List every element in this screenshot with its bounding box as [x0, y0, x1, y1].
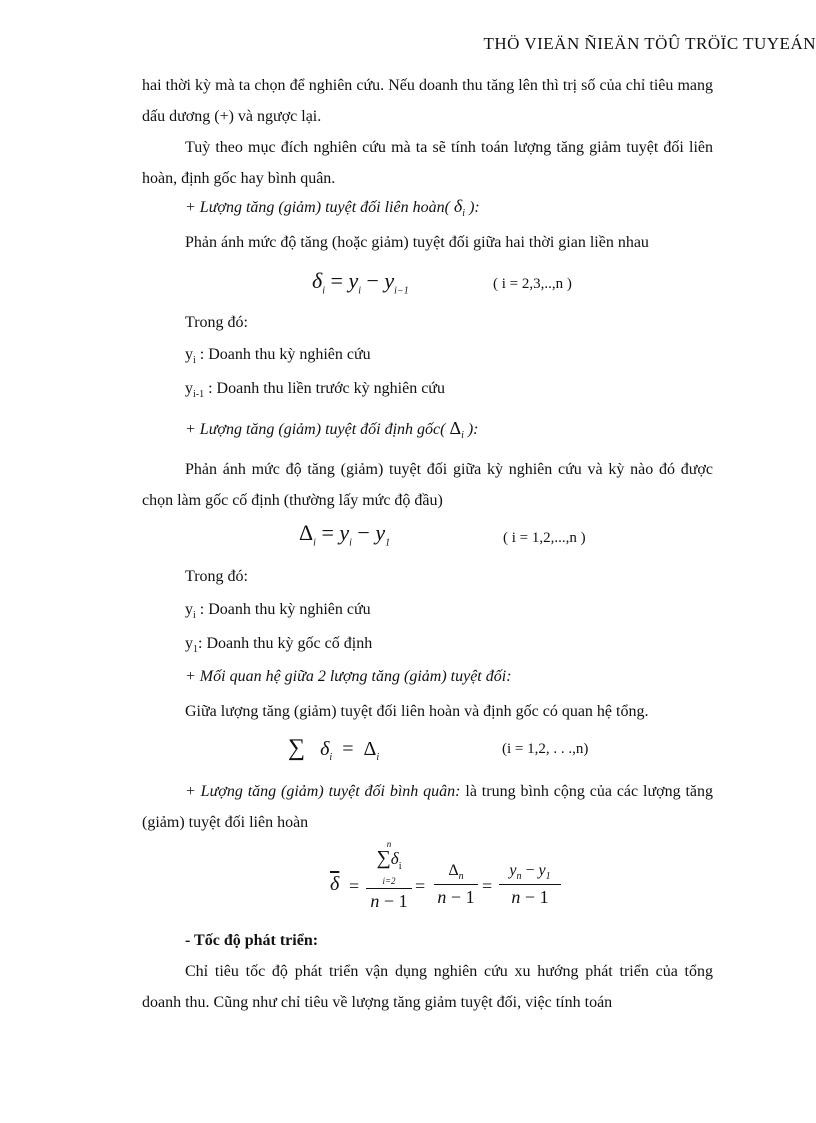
page-header: THÖ VIEÄN ÑIEÄN TÖÛ TRÖÏC TUYEÁN: [483, 34, 816, 53]
fraction-delta-n: $\Delta_n$ n − 1: [434, 862, 478, 908]
where-label-2: Trong đó:: [185, 568, 248, 585]
equation-fixed-base: $\Delta_i = y_i - y_1$: [299, 520, 391, 549]
bullet-fixed-base: + Lượng tăng (giảm) tuyệt đối định gốc( $\Delta_i$ ):: [185, 418, 479, 442]
section-heading: - Tốc độ phát triển:: [185, 932, 319, 949]
paragraph-intro: hai thời kỳ mà ta chọn để nghiên cứu. Nếu doanh thu tăng lên thì trị số của chỉ tiêu mang dấu dương (+) và ngược lại.: [142, 77, 713, 125]
equals-sign-2: =: [415, 876, 426, 896]
bullet-chain-absolute: + Lượng tăng (giảm) tuyệt đối liên hoàn( $\delta_i$ ):: [185, 196, 480, 220]
bullet-relationship: + Mối quan hệ giữa 2 lượng tăng (giảm) tuyệt đối:: [185, 668, 512, 685]
equation-chain: $\delta_i = y_i - y_{i-1}$: [312, 268, 409, 297]
equation-chain-condition: ( i = 2,3,..,n ): [493, 276, 572, 292]
bullet-average: [142, 776, 713, 838]
paragraph-growth: Chỉ tiêu tốc độ phát triển vận dụng nghiên cứu xu hướng phát triển của tổng doanh thu. Cũng như chỉ tiêu về lượng tăng giảm tuyệt đối, việc tính toán: [142, 963, 713, 1011]
bullet-chain-title: + Lượng tăng (giảm) tuyệt đối liên hoàn(: [185, 199, 450, 216]
bullet-chain-desc: Phản ánh mức độ tăng (hoặc giảm) tuyệt đối giữa hai thời gian liền nhau: [185, 234, 649, 251]
bullet-chain-close: ):: [465, 199, 480, 216]
paragraph-purpose: Tuỳ theo mục đích nghiên cứu mà ta sẽ tính toán lượng tăng giảm tuyệt đối liên hoàn, định gốc hay bình quân.: [142, 139, 713, 187]
equals-sign-3: =: [482, 876, 493, 896]
fraction-sum: n $\sum\delta_i$ i=2 n − 1: [366, 840, 412, 912]
bullet-fixed-desc: Phản ánh mức độ tăng (giảm) tuyệt đối giữa kỳ nghiên cứu và kỳ nào đó được chọn làm gốc cố định (thường lấy mức độ đầu): [142, 461, 713, 509]
equation-fixed-condition: ( i = 1,2,...,n ): [503, 530, 586, 546]
bullet-fixed-close: ):: [463, 421, 479, 438]
bullet-relationship-desc: Giữa lượng tăng (giảm) tuyệt đối liên hoàn và định gốc có quan hệ tổng.: [185, 703, 649, 720]
equation-sum: ∑ $\delta_i = \Delta_i$: [288, 735, 380, 763]
bullet-fixed-title: + Lượng tăng (giảm) tuyệt đối định gốc(: [185, 421, 446, 438]
equals-sign-1: =: [349, 876, 360, 896]
equation-sum-condition: (i = 1,2, . . .,n): [502, 741, 589, 757]
fraction-yn-y1: $y_n - y_1$ n − 1: [499, 862, 561, 908]
where-label-1: Trong đó:: [185, 314, 248, 331]
definition-yi: $y_i$ : Doanh thu kỳ nghiên cứu: [185, 346, 371, 367]
bullet-average-rest: là trung bình cộng của các lượng tăng (giảm) tuyệt đối liên hoàn: [142, 783, 713, 831]
bullet-average-title: + Lượng tăng (giảm) tuyệt đối bình quân:: [185, 783, 461, 800]
definition-yi-2: $y_i$ : Doanh thu kỳ nghiên cứu: [185, 601, 371, 622]
definition-yi-1: $y_{i-1}$ : Doanh thu liền trước kỳ nghiên cứu: [185, 380, 445, 401]
definition-y1: $y_1$: Doanh thu kỳ gốc cố định: [185, 635, 373, 656]
average-delta-symbol: $\overline{\delta}$: [330, 873, 340, 895]
